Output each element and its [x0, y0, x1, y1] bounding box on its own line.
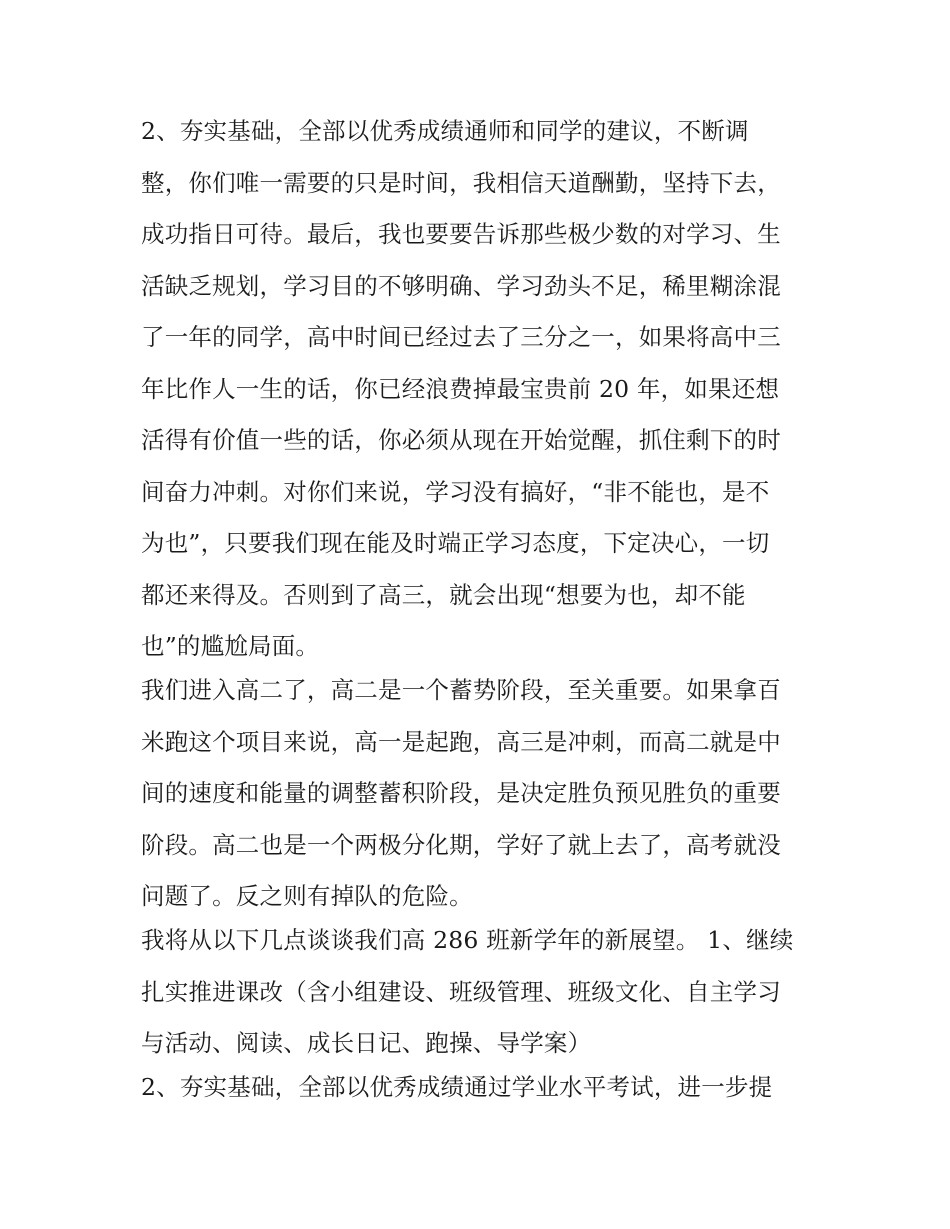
text-line: 整，你们唯一需要的只是时间，我相信天道酬勤，坚持下去， — [141, 168, 781, 197]
text-line: 与活动、阅读、成长日记、跑操、导学案） — [141, 1029, 592, 1057]
text-line: 米跑这个项目来说，高一是起跑，高三是冲刺，而高二就是中 — [141, 727, 781, 756]
text-line: 我们进入高二了，高二是一个蓄势阶段，至关重要。如果拿百 — [141, 676, 781, 704]
text-line: 都还来得及。否则到了高三，就会出现“想要为也，却不能 — [141, 580, 746, 609]
text-line: 也”的尴尬局面。 — [141, 632, 320, 660]
text-line: 阶段。高二也是一个两极分化期，学好了就上去了，高考就没 — [141, 830, 781, 859]
document-body — [141, 113, 821, 1121]
text-line: 2、夯实基础，全部以优秀成绩通过学业水平考试，进一步提 — [141, 1073, 773, 1101]
text-line: 我将从以下几点谈谈我们高 286 班新学年的新展望。 1、继续 — [141, 926, 794, 954]
text-line: 年比作人一生的话，你已经浪费掉最宝贵前 20 年，如果还想 — [141, 374, 780, 403]
text-line: 成功指日可待。最后，我也要要告诉那些极少数的对学习、生 — [141, 220, 781, 248]
text-line: 活得有价值一些的话，你必须从现在开始觉醒，抓住剩下的时 — [141, 426, 781, 454]
text-line: 问题了。反之则有掉队的危险。 — [141, 882, 473, 910]
text-line: 间奋力冲刺。对你们来说，学习没有搞好，“非不能也，是不 — [141, 477, 770, 506]
text-line: 扎实推进课改（含小组建设、班级管理、班级文化、自主学习 — [141, 977, 781, 1006]
text-line: 间的速度和能量的调整蓄积阶段，是决定胜负预见胜负的重要 — [141, 779, 781, 807]
text-line: 了一年的同学，高中时间已经过去了三分之一，如果将高中三 — [141, 323, 781, 351]
text-line: 2、夯实基础，全部以优秀成绩通师和同学的建议，不断调 — [141, 117, 749, 145]
text-line: 为也”，只要我们现在能及时端正学习态度，下定决心，一切 — [141, 529, 770, 557]
text-line: 活缺乏规划，学习目的不够明确、学习劲头不足，稀里糊涂混 — [141, 271, 781, 300]
